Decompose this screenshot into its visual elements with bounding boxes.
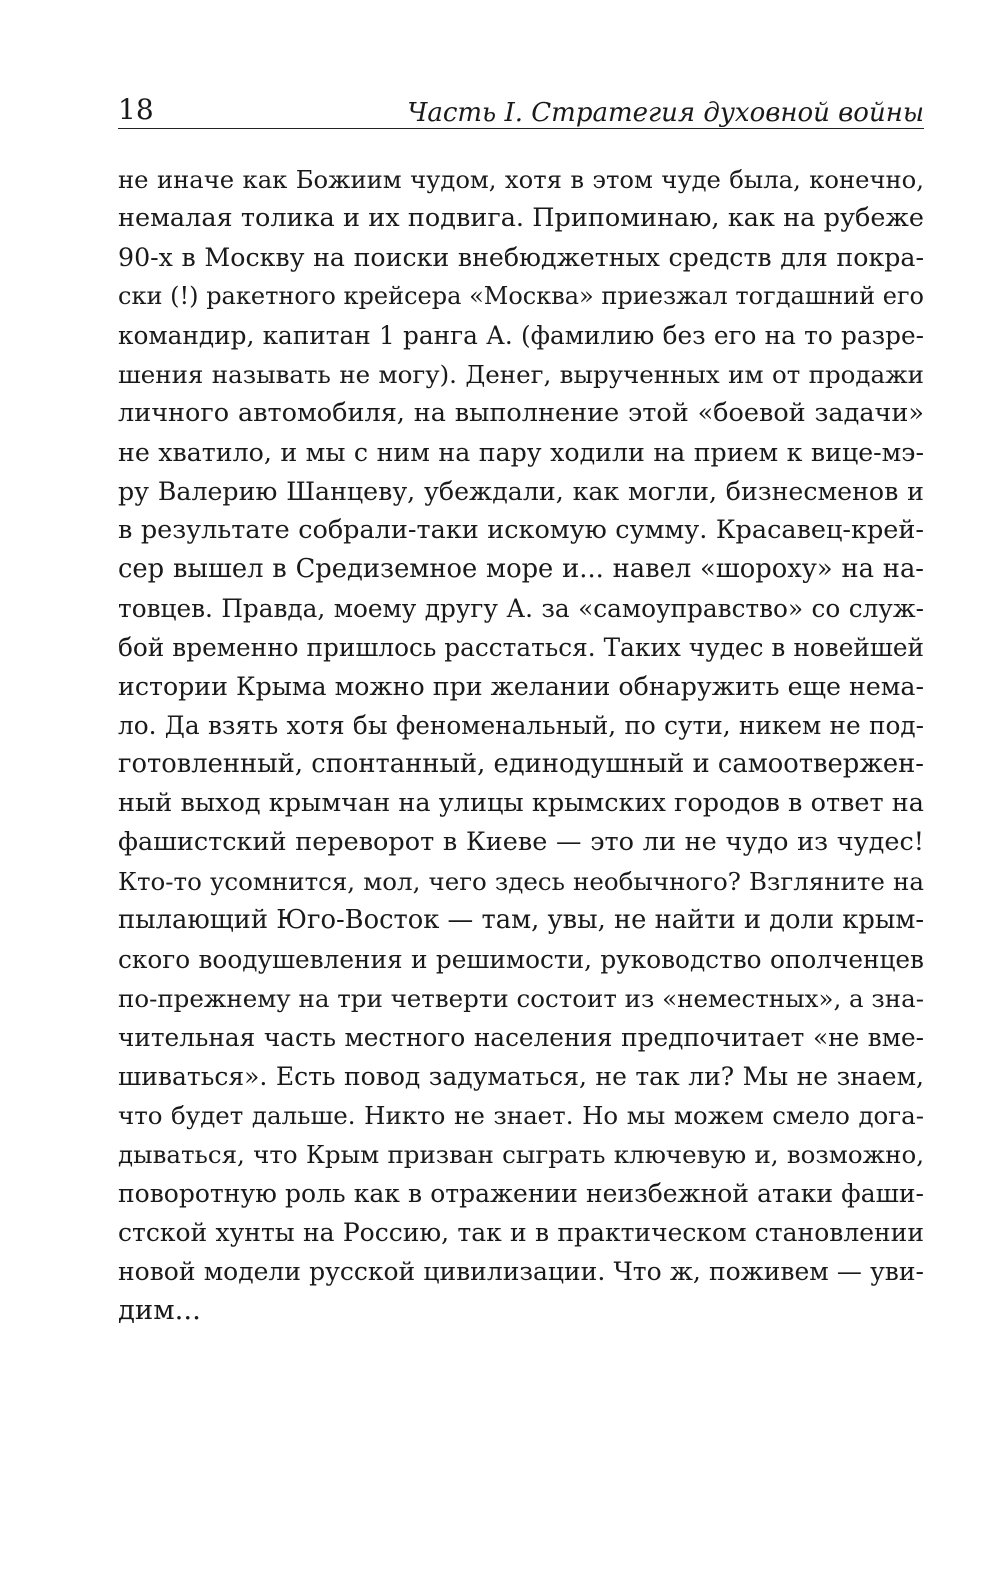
text-line: ло. Да взять хотя бы феноменальный, по сути, никем не под-: [118, 711, 924, 740]
text-line: ру Валерию Шанцеву, убеждали, как могли, бизнесменов и: [118, 477, 924, 506]
text-line: не хватило, и мы с ним на пару ходили на прием к вице-мэ-: [118, 438, 924, 467]
text-line: ского воодушевления и решимости, руководство ополченцев: [118, 945, 924, 974]
text-line: пылающий Юго-Восток — там, увы, не найти и доли крым-: [118, 905, 925, 935]
text-line: что будет дальше. Никто не знает. Но мы можем смело дога-: [118, 1101, 924, 1130]
text-line: чительная часть местного населения предпочитает «не вме-: [118, 1023, 924, 1052]
text-line: истории Крыма можно при желании обнаружить еще нема-: [118, 672, 924, 701]
text-line: стской хунты на Россию, так и в практическом становлении: [118, 1218, 924, 1247]
text-line: ный выход крымчан на улицы крымских городов в ответ на: [118, 788, 924, 818]
text-line: командир, капитан 1 ранга А. (фамилию без его на то разре-: [118, 321, 924, 350]
text-line: личного автомобиля, на выполнение этой «боевой задачи»: [118, 398, 924, 428]
text-line: в результате собрали-таки искомую сумму. Красавец-крей-: [118, 515, 924, 545]
page-number: 18: [118, 93, 154, 126]
text-line: сер вышел в Средиземное море и... навел «шороху» на на-: [118, 554, 924, 584]
text-line: дываться, что Крым призван сыграть ключевую и, возможно,: [118, 1140, 924, 1169]
page-header: [118, 88, 924, 129]
text-line: товцев. Правда, моему другу А. за «самоуправство» со служ-: [118, 594, 924, 623]
text-line: новой модели русской цивилизации. Что ж, поживем — уви-: [118, 1257, 924, 1286]
text-line: готовленный, спонтанный, единодушный и самоотвержен-: [118, 749, 924, 779]
text-line: не иначе как Божиим чудом, хотя в этом чуде была, конечно,: [118, 165, 924, 194]
text-line: 90-х в Москву на поиски внебюджетных средств для покра-: [118, 243, 924, 272]
running-title: Часть I. Стратегия духовной войны: [407, 98, 924, 128]
body-text: [118, 160, 924, 1330]
text-line: ски (!) ракетного крейсера «Москва» приезжал тогдашний его: [118, 282, 924, 310]
text-line: шения называть не могу). Денег, вырученных им от продажи: [118, 360, 924, 389]
text-line: шиваться». Есть повод задуматься, не так ли? Мы не знаем,: [118, 1062, 924, 1091]
text-line: Кто-то усомнится, мол, чего здесь необычного? Взгляните на: [118, 867, 924, 896]
text-line: фашистский переворот в Киеве — это ли не чудо из чудес!: [118, 827, 924, 857]
text-line: поворотную роль как в отражении неизбежной атаки фаши-: [118, 1179, 924, 1208]
text-line: по-прежнему на три четверти состоит из «неместных», а зна-: [118, 984, 924, 1013]
text-line: немалая толика и их подвига. Припоминаю, как на рубеже: [118, 203, 924, 233]
text-line: бой временно пришлось расстаться. Таких чудес в новейшей: [118, 633, 924, 662]
text-line: дим...: [118, 1294, 201, 1326]
